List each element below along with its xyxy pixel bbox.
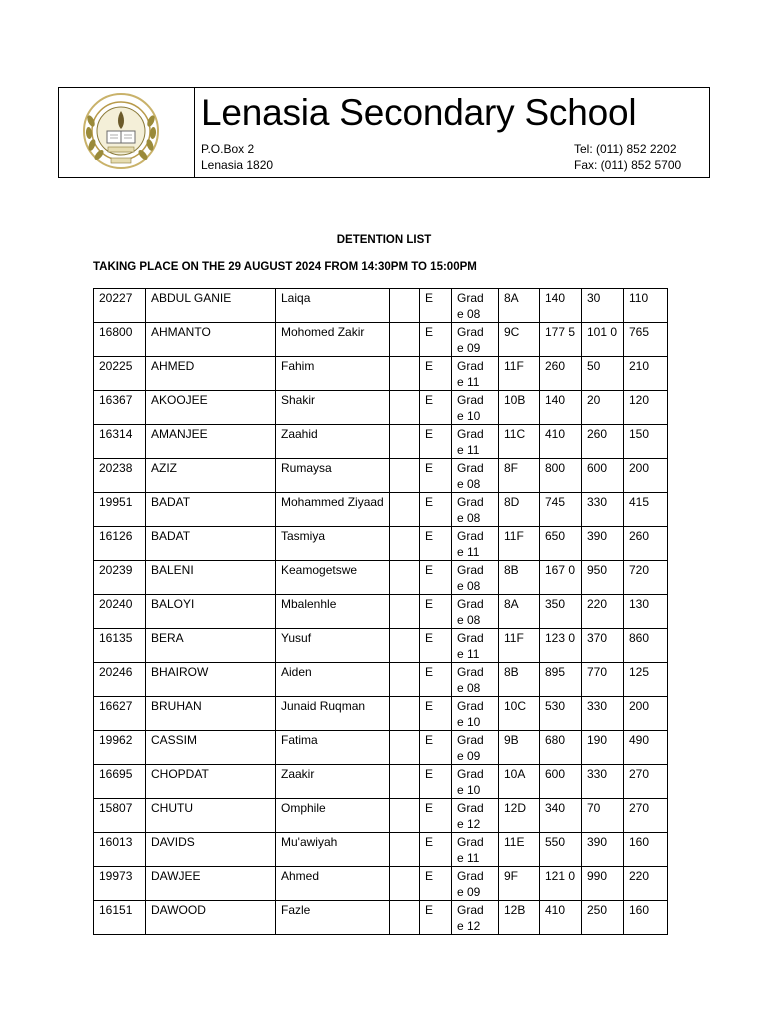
learner-number-cell: 16013 [94, 833, 146, 867]
total-cell: 680 [540, 731, 582, 765]
grade-cell: Grad e 08 [452, 459, 499, 493]
blank-cell [390, 527, 420, 561]
surname-cell: BADAT [146, 493, 276, 527]
contact-numbers [574, 141, 681, 173]
first-name-cell: Keamogetswe [276, 561, 390, 595]
balance-cell: 110 [624, 289, 668, 323]
served-cell: 101 0 [582, 323, 624, 357]
grade-cell: Grad e 08 [452, 663, 499, 697]
code-cell: E [420, 391, 452, 425]
grade-cell: Grad e 09 [452, 731, 499, 765]
blank-cell [390, 663, 420, 697]
blank-cell [390, 697, 420, 731]
learner-number-cell: 20227 [94, 289, 146, 323]
first-name-cell: Laiqa [276, 289, 390, 323]
blank-cell [390, 595, 420, 629]
balance-cell: 160 [624, 833, 668, 867]
class-cell: 11C [499, 425, 540, 459]
table-row [94, 527, 668, 561]
blank-cell [390, 731, 420, 765]
class-cell: 9B [499, 731, 540, 765]
class-cell: 8D [499, 493, 540, 527]
code-cell: E [420, 663, 452, 697]
surname-cell: AKOOJEE [146, 391, 276, 425]
grade-cell: Grad e 11 [452, 527, 499, 561]
class-cell: 8F [499, 459, 540, 493]
learner-number-cell: 16126 [94, 527, 146, 561]
blank-cell [390, 357, 420, 391]
learner-number-cell: 16151 [94, 901, 146, 935]
first-name-cell: Fatima [276, 731, 390, 765]
total-cell: 121 0 [540, 867, 582, 901]
blank-cell [390, 901, 420, 935]
grade-cell: Grad e 08 [452, 493, 499, 527]
learner-number-cell: 16695 [94, 765, 146, 799]
class-cell: 8A [499, 595, 540, 629]
class-cell: 12B [499, 901, 540, 935]
balance-cell: 200 [624, 697, 668, 731]
postal-address [201, 141, 273, 173]
balance-cell: 765 [624, 323, 668, 357]
grade-cell: Grad e 08 [452, 561, 499, 595]
surname-cell: AZIZ [146, 459, 276, 493]
code-cell: E [420, 493, 452, 527]
learner-number-cell: 16314 [94, 425, 146, 459]
total-cell: 177 5 [540, 323, 582, 357]
served-cell: 370 [582, 629, 624, 663]
grade-cell: Grad e 11 [452, 357, 499, 391]
total-cell: 600 [540, 765, 582, 799]
surname-cell: BADAT [146, 527, 276, 561]
document-subtitle: TAKING PLACE ON THE 29 AUGUST 2024 FROM 14:30PM TO 15:00PM [93, 261, 477, 273]
surname-cell: CHOPDAT [146, 765, 276, 799]
table-row [94, 629, 668, 663]
class-cell: 12D [499, 799, 540, 833]
grade-cell: Grad e 09 [452, 867, 499, 901]
blank-cell [390, 765, 420, 799]
surname-cell: ABDUL GANIE [146, 289, 276, 323]
code-cell: E [420, 697, 452, 731]
surname-cell: DAVIDS [146, 833, 276, 867]
code-cell: E [420, 561, 452, 595]
surname-cell: BRUHAN [146, 697, 276, 731]
total-cell: 350 [540, 595, 582, 629]
table-row [94, 459, 668, 493]
table-row [94, 323, 668, 357]
table-row [94, 663, 668, 697]
table-row [94, 697, 668, 731]
learner-number-cell: 16627 [94, 697, 146, 731]
balance-cell: 120 [624, 391, 668, 425]
served-cell: 250 [582, 901, 624, 935]
po-box: P.O.Box 2 [201, 142, 255, 156]
table-row [94, 901, 668, 935]
total-cell: 167 0 [540, 561, 582, 595]
table-row [94, 425, 668, 459]
balance-cell: 130 [624, 595, 668, 629]
code-cell: E [420, 867, 452, 901]
blank-cell [390, 425, 420, 459]
code-cell: E [420, 629, 452, 663]
code-cell: E [420, 799, 452, 833]
first-name-cell: Mu'awiyah [276, 833, 390, 867]
first-name-cell: Zaahid [276, 425, 390, 459]
served-cell: 50 [582, 357, 624, 391]
first-name-cell: Mohomed Zakir [276, 323, 390, 357]
grade-cell: Grad e 10 [452, 765, 499, 799]
code-cell: E [420, 289, 452, 323]
document-title: DETENTION LIST [336, 234, 432, 246]
learner-number-cell: 19951 [94, 493, 146, 527]
grade-cell: Grad e 10 [452, 697, 499, 731]
first-name-cell: Shakir [276, 391, 390, 425]
total-cell: 550 [540, 833, 582, 867]
telephone: Tel: (011) 852 2202 [574, 142, 677, 156]
code-cell: E [420, 731, 452, 765]
learner-number-cell: 20239 [94, 561, 146, 595]
town: Lenasia 1820 [201, 158, 274, 172]
table-row [94, 289, 668, 323]
balance-cell: 260 [624, 527, 668, 561]
blank-cell [390, 799, 420, 833]
class-cell: 8B [499, 561, 540, 595]
balance-cell: 270 [624, 799, 668, 833]
total-cell: 123 0 [540, 629, 582, 663]
served-cell: 70 [582, 799, 624, 833]
total-cell: 650 [540, 527, 582, 561]
learner-number-cell: 16367 [94, 391, 146, 425]
learner-number-cell: 19962 [94, 731, 146, 765]
first-name-cell: Yusuf [276, 629, 390, 663]
code-cell: E [420, 765, 452, 799]
first-name-cell: Aiden [276, 663, 390, 697]
learner-number-cell: 16135 [94, 629, 146, 663]
served-cell: 390 [582, 833, 624, 867]
grade-cell: Grad e 12 [452, 901, 499, 935]
served-cell: 330 [582, 493, 624, 527]
class-cell: 10B [499, 391, 540, 425]
fax: Fax: (011) 852 5700 [574, 158, 682, 172]
total-cell: 800 [540, 459, 582, 493]
grade-cell: Grad e 11 [452, 833, 499, 867]
first-name-cell: Mbalenhle [276, 595, 390, 629]
class-cell: 9C [499, 323, 540, 357]
served-cell: 220 [582, 595, 624, 629]
learner-number-cell: 16800 [94, 323, 146, 357]
first-name-cell: Rumaysa [276, 459, 390, 493]
blank-cell [390, 867, 420, 901]
balance-cell: 125 [624, 663, 668, 697]
school-name: Lenasia Secondary School [201, 92, 637, 133]
table-row [94, 833, 668, 867]
served-cell: 190 [582, 731, 624, 765]
first-name-cell: Tasmiya [276, 527, 390, 561]
served-cell: 260 [582, 425, 624, 459]
grade-cell: Grad e 12 [452, 799, 499, 833]
grade-cell: Grad e 08 [452, 595, 499, 629]
first-name-cell: Omphile [276, 799, 390, 833]
code-cell: E [420, 459, 452, 493]
blank-cell [390, 391, 420, 425]
table-row [94, 799, 668, 833]
grade-cell: Grad e 08 [452, 289, 499, 323]
code-cell: E [420, 833, 452, 867]
grade-cell: Grad e 10 [452, 391, 499, 425]
surname-cell: DAWOOD [146, 901, 276, 935]
balance-cell: 415 [624, 493, 668, 527]
balance-cell: 150 [624, 425, 668, 459]
balance-cell: 160 [624, 901, 668, 935]
blank-cell [390, 561, 420, 595]
table-row [94, 357, 668, 391]
code-cell: E [420, 425, 452, 459]
first-name-cell: Mohammed Ziyaad [276, 493, 390, 527]
blank-cell [390, 629, 420, 663]
surname-cell: BALOYI [146, 595, 276, 629]
served-cell: 950 [582, 561, 624, 595]
surname-cell: BHAIROW [146, 663, 276, 697]
total-cell: 140 [540, 391, 582, 425]
surname-cell: DAWJEE [146, 867, 276, 901]
learner-number-cell: 15807 [94, 799, 146, 833]
code-cell: E [420, 595, 452, 629]
table-row [94, 595, 668, 629]
class-cell: 11F [499, 527, 540, 561]
total-cell: 140 [540, 289, 582, 323]
first-name-cell: Fazle [276, 901, 390, 935]
class-cell: 8A [499, 289, 540, 323]
blank-cell [390, 833, 420, 867]
total-cell: 260 [540, 357, 582, 391]
table-row [94, 731, 668, 765]
code-cell: E [420, 527, 452, 561]
learner-number-cell: 20225 [94, 357, 146, 391]
total-cell: 340 [540, 799, 582, 833]
surname-cell: BERA [146, 629, 276, 663]
learner-number-cell: 20240 [94, 595, 146, 629]
code-cell: E [420, 357, 452, 391]
balance-cell: 720 [624, 561, 668, 595]
blank-cell [390, 459, 420, 493]
grade-cell: Grad e 09 [452, 323, 499, 357]
balance-cell: 210 [624, 357, 668, 391]
served-cell: 770 [582, 663, 624, 697]
first-name-cell: Fahim [276, 357, 390, 391]
class-cell: 11E [499, 833, 540, 867]
logo-cell [59, 88, 195, 177]
first-name-cell: Zaakir [276, 765, 390, 799]
learner-number-cell: 19973 [94, 867, 146, 901]
class-cell: 8B [499, 663, 540, 697]
learner-number-cell: 20238 [94, 459, 146, 493]
surname-cell: BALENI [146, 561, 276, 595]
table-row [94, 391, 668, 425]
surname-cell: AHMANTO [146, 323, 276, 357]
code-cell: E [420, 901, 452, 935]
served-cell: 20 [582, 391, 624, 425]
letterhead [58, 87, 710, 178]
class-cell: 11F [499, 357, 540, 391]
total-cell: 530 [540, 697, 582, 731]
total-cell: 745 [540, 493, 582, 527]
table-row [94, 561, 668, 595]
blank-cell [390, 323, 420, 357]
served-cell: 30 [582, 289, 624, 323]
class-cell: 10A [499, 765, 540, 799]
balance-cell: 200 [624, 459, 668, 493]
surname-cell: AHMED [146, 357, 276, 391]
school-crest-logo [81, 91, 161, 171]
balance-cell: 860 [624, 629, 668, 663]
served-cell: 600 [582, 459, 624, 493]
served-cell: 330 [582, 765, 624, 799]
balance-cell: 270 [624, 765, 668, 799]
detention-table [93, 288, 668, 935]
surname-cell: CHUTU [146, 799, 276, 833]
served-cell: 330 [582, 697, 624, 731]
class-cell: 11F [499, 629, 540, 663]
served-cell: 390 [582, 527, 624, 561]
table-row [94, 867, 668, 901]
grade-cell: Grad e 11 [452, 425, 499, 459]
balance-cell: 490 [624, 731, 668, 765]
learner-number-cell: 20246 [94, 663, 146, 697]
grade-cell: Grad e 11 [452, 629, 499, 663]
first-name-cell: Ahmed [276, 867, 390, 901]
class-cell: 10C [499, 697, 540, 731]
balance-cell: 220 [624, 867, 668, 901]
class-cell: 9F [499, 867, 540, 901]
served-cell: 990 [582, 867, 624, 901]
blank-cell [390, 493, 420, 527]
detention-table-body [94, 289, 668, 935]
total-cell: 895 [540, 663, 582, 697]
surname-cell: AMANJEE [146, 425, 276, 459]
first-name-cell: Junaid Ruqman [276, 697, 390, 731]
table-row [94, 493, 668, 527]
blank-cell [390, 289, 420, 323]
total-cell: 410 [540, 901, 582, 935]
code-cell: E [420, 323, 452, 357]
total-cell: 410 [540, 425, 582, 459]
surname-cell: CASSIM [146, 731, 276, 765]
table-row [94, 765, 668, 799]
